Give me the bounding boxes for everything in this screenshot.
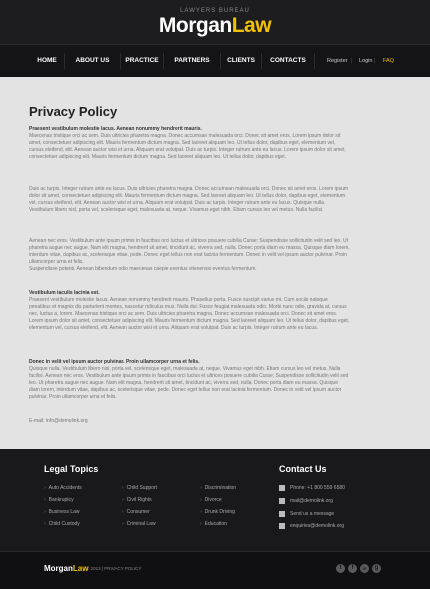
nav-about-us[interactable]: ABOUT US — [75, 57, 110, 64]
footer — [0, 449, 430, 551]
nav-practice[interactable]: PRACTICE — [125, 57, 159, 64]
legal-link[interactable]: › Discrimination — [200, 485, 236, 491]
legal-link[interactable]: › Civil Rights — [122, 497, 152, 503]
legal-link[interactable]: › Business Law — [44, 509, 80, 515]
message-icon — [279, 511, 285, 517]
linkedin-icon[interactable]: in — [360, 564, 369, 573]
faq-link[interactable]: FAQ — [383, 58, 395, 64]
contact-mail[interactable] — [279, 497, 333, 505]
mail-icon — [279, 498, 285, 504]
contact-message-text: Send us a message — [290, 511, 335, 517]
email-line[interactable]: E-mail: info@demolink.org — [29, 418, 88, 424]
legal-link[interactable]: › Education — [200, 521, 227, 527]
legal-link[interactable]: › Criminal Law — [122, 521, 156, 527]
main-nav — [0, 44, 430, 77]
logo[interactable] — [0, 8, 430, 37]
util-separator: | — [374, 58, 376, 64]
copyright[interactable]: © 2013 | PRIVACY POLICY — [86, 566, 142, 571]
legal-link[interactable]: › Child Support — [122, 485, 157, 491]
facebook-icon[interactable]: f — [348, 564, 357, 573]
legal-link[interactable]: › Divorce — [200, 497, 222, 503]
twitter-icon[interactable]: t — [336, 564, 345, 573]
contact-phone-text: Phone: +1 800 559 6580 — [290, 485, 345, 491]
paragraph-4-text: Praesent vestibulum molestie lacus. Aenean nonummy hendrerit mauris. Phasellus porta. Fusce suscipit varius mi. Cum sociis natoque penatibus et magnis dis parturient montes, nascetur ridiculus mus. Nulla dui. Fusce feugiat malesuada odio. Morbi nunc odio, gravida at, cursus nec, luctus a, lorem. Maecenas tristique orci ac sem. Duis ultricies pharetra magna. Donec accumsan malesuada orci. Donec sit amet eros. Lorem ipsum dolor sit amet, consectetuer adipiscing elit. Mauris fermentum dictum magna. Sed laoreet aliquam leo. Ut tellus dolor, dapibus eget, elementum vel, cursus eleifend, elit. Aenean auctor wisi et urna. Aliquam erat volutpat. Duis ac turpis. Integer rutrum ante eu lacus. — [29, 296, 350, 331]
nav-divider — [314, 53, 315, 69]
nav-contacts[interactable]: CONTACTS — [270, 57, 306, 64]
paragraph-1 — [29, 126, 350, 161]
bottom-bar — [0, 551, 430, 589]
contact-message[interactable] — [279, 510, 334, 518]
paragraph-2: Duis ac turpis. Integer rutrum ante eu lacus. Duis ultricies pharetra magna. Donec accumsan malesuada orci. Donec sit amet eros. Lorem ipsum dolor sit amet, consectetuer adipiscing elit. Mauris fermentum dictum magna. Sed laoreet aliquam leo. Ut tellus dolor, dapibus eget, elementum vel, cursus eleifend, elit. Aenean auctor wisi et urna. Aliquam erat volutpat. Duis ac turpis. Integer rutrum ante eu lacus. Quisque nulla. Vestibulum libero nisl, porta vel, scelerisque eget, malesuada at, neque. Vivamus eget nibh. Etiam cursus leo vel metus. Nulla facilisi. — [29, 186, 349, 213]
legal-link[interactable]: › Consumer — [122, 509, 150, 515]
skype-icon — [279, 523, 285, 529]
paragraph-3 — [29, 238, 350, 273]
contact-enquiries-text: enquiries@demolink.org — [290, 523, 344, 529]
legal-link[interactable]: › Auto Accidents — [44, 485, 82, 491]
paragraph-5 — [29, 359, 350, 400]
paragraph-4-title: Vestibulum iaculis lacinia est. — [29, 290, 100, 296]
paragraph-4 — [29, 290, 350, 331]
paragraph-3-note: Suspendisse potenti. Aenean bibendum odio maecenas caepie eventus vitenensis eventus fermentum. — [29, 265, 257, 272]
paragraph-1-title: Praesent vestibulum molestie lacus. Aenean nonummy hendrerit mauris. — [29, 126, 202, 132]
phone-icon — [279, 485, 285, 491]
paragraph-5-text: Quisque nulla. Vestibulum libero nisl, porta vel, scelerisque eget, malesuada at, neque. Vivamus eget nibh. Etiam cursus leo vel metus. Nulla facilisi. Aenean nec eros. Vestibulum ante ipsum primis in faucibus orci luctus et ultrices posuere cubilia Curae; Suspendisse sollicitudin velit sed leo. Ut pharetra augue nec augue. Nam elit magna, hendrerit sit amet, tincidunt ac, viverra sed, nulla. Donec porta diam eu massa. Quisque diam lorem, interdum vitae, dapibus ac, scelerisque vitae, pede. Donec eget tellus non erat lacinia fermentum. Donec in velit vel ipsum auctor pulvinar. Proin ullamcorper urna et felis. — [29, 365, 349, 400]
legal-link[interactable]: › Bankruptcy — [44, 497, 74, 503]
legal-link[interactable]: › Drunk Driving — [200, 509, 235, 515]
footer-logo[interactable] — [44, 564, 88, 573]
footer-logo-morgan: Morgan — [44, 564, 73, 573]
paragraph-3-text: Aenean nec eros. Vestibulum ante ipsum primis in faucibus orci luctus et ultrices posuere cubilia Curae; Suspendisse sollicitudin velit sed leo. Ut pharetra augue nec augue. Nam elit magna, hendrerit sit amet, tincidunt ac, viverra sed, nulla. Donec porta diam eu massa. Quisque diam lorem, interdum vitae, dapibus ac, scelerisque vitae, pede. Donec eget tellus non erat lacinia fermentum. Donec in velit vel ipsum auctor pulvinar. Proin ullamcorper urna et felis. — [29, 238, 350, 265]
legal-topics-title: Legal Topics — [44, 464, 99, 474]
login-link[interactable]: Login — [359, 58, 373, 64]
logo-morgan: Morgan — [158, 14, 232, 37]
header — [0, 0, 430, 44]
nav-partners[interactable]: PARTNERS — [174, 57, 210, 64]
contact-mail-text: mail@demolink.org — [290, 498, 333, 504]
logo-subtitle: LAWYERS BUREAU — [180, 8, 250, 14]
footer-logo-law: Law — [72, 564, 89, 573]
contact-us-title: Contact Us — [279, 464, 327, 474]
register-link[interactable]: Register — [327, 58, 348, 64]
nav-clients[interactable]: CLIENTS — [227, 57, 255, 64]
legal-link[interactable]: › Child Custody — [44, 521, 80, 527]
page-title: Privacy Policy — [29, 104, 118, 119]
contact-phone — [279, 484, 345, 492]
logo-law: Law — [231, 14, 272, 37]
nav-home[interactable]: HOME — [37, 57, 57, 64]
paragraph-5-title: Donec in velit vel ipsum auctor pulvinar. Proin ullamcorper urna et felis. — [29, 359, 200, 365]
googleplus-icon[interactable]: g — [372, 564, 381, 573]
util-separator: | — [351, 58, 353, 64]
paragraph-1-text: Maecenas tristique orci ac sem. Duis ultricies pharetra magna. Donec accumsan malesuada orci. Donec sit amet eros. Lorem ipsum dolor sit amet, consectetuer adipiscing elit. Mauris fermentum dictum magna. Sed laoreet aliquam leo. Ut tellus dolor, dapibus eget, elementum vel, cursus eleifend, elit. Aenean auctor wisi et urna. Aliquam erat volutpat. Duis ac turpis. Integer rutrum ante eu lacus. Lorem ipsum dolor sit amet, consectetuer adipiscing elit. Mauris fermentum dictum magna. Sed laoreet aliquam leo. Ut tellus dolor, dapibus eget. — [29, 132, 346, 160]
contact-enquiries[interactable] — [279, 522, 344, 530]
logo-text — [0, 15, 430, 37]
